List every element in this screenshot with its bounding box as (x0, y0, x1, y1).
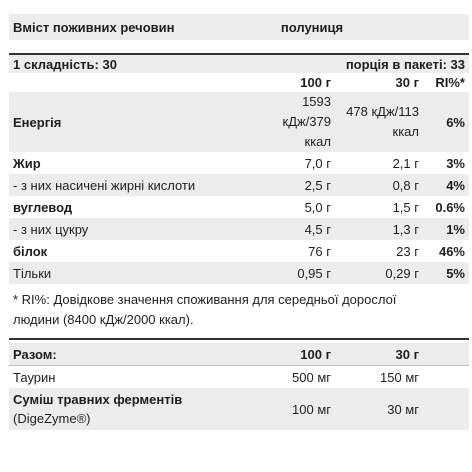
salt-ri: 5% (446, 265, 465, 281)
table-row (9, 196, 469, 218)
col-per30-header: 30 г (395, 75, 419, 90)
protein-ri: 46% (438, 243, 465, 259)
energy-ri: 6% (446, 114, 465, 130)
table-row (9, 218, 469, 240)
carbs-label: вуглевод (13, 199, 73, 215)
ri-footnote (9, 284, 469, 338)
complexity-label: 1 складність: 30 (13, 56, 117, 72)
protein-label: білок (13, 243, 48, 259)
sugars-per100: 4,5 г (304, 221, 331, 237)
fat-per30: 2,1 г (392, 155, 419, 171)
sugars-ri: 1% (446, 221, 465, 237)
table-row (9, 240, 469, 262)
energy-label: Енергія (13, 114, 62, 130)
saturates-ri: 4% (446, 177, 465, 193)
flavor-label: полуниця (280, 19, 344, 35)
totals-header-row (9, 343, 469, 365)
saturates-per100: 2,5 г (304, 177, 331, 193)
column-header-row (9, 73, 469, 92)
enzymes-per30: 30 мг (387, 401, 419, 417)
col-ri-header: RI%* (435, 75, 465, 90)
table-row (9, 262, 469, 284)
energy-per30-line1: 478 кДж/113 (346, 104, 419, 119)
salt-per30: 0,29 г (385, 265, 419, 281)
totals-per100-header: 100 г (300, 346, 331, 362)
carbs-per30: 1,5 г (392, 199, 419, 215)
taurine-label: Таурин (13, 369, 56, 385)
carbs-ri: 0.6% (435, 199, 465, 215)
table-title: Вміст поживних речовин (13, 19, 175, 35)
energy-per100-line2: кДж/379 (282, 114, 331, 129)
serving-row (9, 55, 469, 73)
table-row (9, 174, 469, 196)
taurine-per100: 500 мг (292, 369, 331, 385)
energy-per30-line2: ккал (392, 124, 419, 139)
enzymes-label-line2: (DigeZyme®) (13, 411, 91, 426)
totals-per30-header: 30 г (395, 346, 419, 362)
footnote-line1: * RI%: Довідкове значення споживання для середньої дорослої (13, 292, 397, 307)
fat-ri: 3% (446, 155, 465, 171)
enzymes-label-line1: Суміш травних ферментів (13, 392, 183, 407)
salt-label: Тільки (13, 265, 52, 281)
footnote-line2: людини (8400 кДж/2000 ккал). (13, 312, 194, 327)
saturates-label: - з них насичені жирні кислоти (13, 177, 196, 193)
fat-label: Жир (13, 155, 41, 171)
carbs-per100: 5,0 г (304, 199, 331, 215)
servings-per-pack: порція в пакеті: 33 (345, 56, 465, 72)
protein-per100: 76 г (308, 243, 331, 259)
header-row (9, 14, 469, 40)
col-per100-header: 100 г (300, 75, 331, 90)
sugars-label: - з них цукру (13, 221, 89, 237)
totals-label: Разом: (13, 346, 57, 362)
energy-per100-line3: ккал (304, 134, 331, 149)
table-row (9, 388, 469, 430)
sugars-per30: 1,3 г (392, 221, 419, 237)
saturates-per30: 0,8 г (392, 177, 419, 193)
salt-per100: 0,95 г (297, 265, 331, 281)
table-row (9, 152, 469, 174)
taurine-per30: 150 мг (380, 369, 419, 385)
enzymes-per100: 100 мг (292, 401, 331, 417)
table-row (9, 366, 469, 388)
fat-per100: 7,0 г (304, 155, 331, 171)
protein-per30: 23 г (396, 243, 419, 259)
energy-row (9, 92, 469, 152)
energy-per100-line1: 1593 (302, 94, 331, 109)
